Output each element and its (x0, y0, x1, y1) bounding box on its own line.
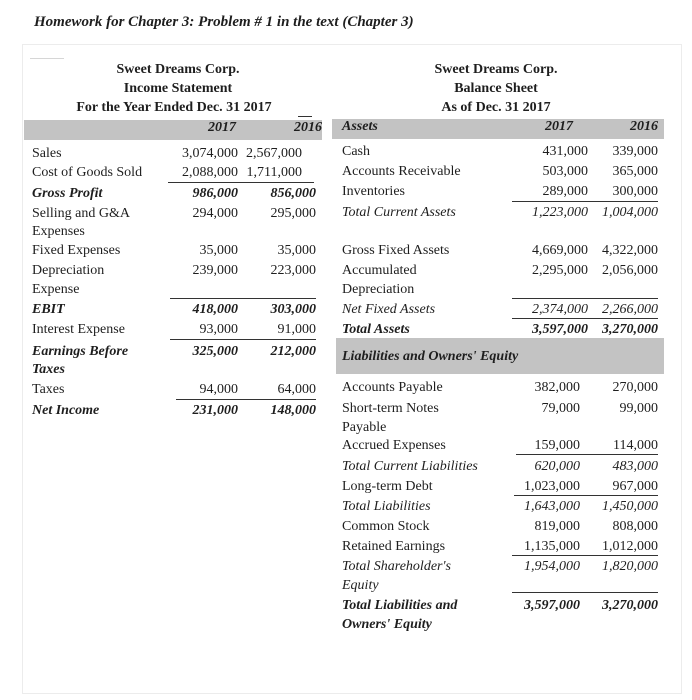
balance-year-2017: 2017 (545, 119, 573, 134)
liability-label-cont: Owners' Equity (342, 617, 432, 632)
asset-value-2017: 503,000 (542, 164, 588, 179)
divider (170, 298, 316, 299)
divider (512, 201, 658, 202)
liability-value-2016: 114,000 (613, 438, 658, 453)
income-row-label: Interest Expense (32, 322, 125, 337)
asset-label: Gross Fixed Assets (342, 243, 450, 258)
liability-label: Total Liabilities and (342, 598, 458, 613)
asset-label: Cash (342, 144, 370, 159)
liability-value-2017: 79,000 (541, 401, 580, 416)
asset-value-2017: 2,295,000 (532, 263, 588, 278)
divider (512, 298, 658, 299)
divider (30, 58, 64, 59)
page-title: Homework for Chapter 3: Problem # 1 in the text (Chapter 3) (34, 14, 414, 30)
income-value-2017: 294,000 (192, 206, 238, 221)
asset-value-2016: 4,322,000 (602, 243, 658, 258)
income-value-2017: 986,000 (192, 186, 238, 201)
income-year-2017: 2017 (208, 120, 236, 135)
liability-value-2017: 382,000 (534, 380, 580, 395)
asset-label-cont: Depreciation (342, 282, 415, 297)
income-company: Sweet Dreams Corp. (116, 62, 240, 77)
income-row-label: Sales (32, 146, 62, 161)
income-row-label-cont: Expenses (32, 224, 85, 239)
asset-value-2016: 3,270,000 (602, 322, 658, 337)
asset-value-2017: 289,000 (542, 184, 588, 199)
liability-label: Accounts Payable (342, 380, 443, 395)
income-value-2016: 2,567,000 (246, 146, 302, 161)
divider (168, 182, 314, 183)
income-row-label: EBIT (32, 302, 65, 317)
income-value-2017: 231,000 (192, 403, 238, 418)
income-year-2016: 2016 (294, 120, 322, 135)
liability-value-2016: 967,000 (612, 479, 658, 494)
income-row-label: Net Income (32, 403, 100, 418)
asset-value-2017: 1,223,000 (532, 205, 588, 220)
assets-header-label: Assets (342, 119, 378, 134)
liability-value-2016: 3,270,000 (602, 598, 658, 613)
asset-value-2017: 4,669,000 (532, 243, 588, 258)
asset-label: Total Current Assets (342, 205, 456, 220)
asset-label: Total Assets (342, 322, 410, 337)
asset-value-2016: 365,000 (612, 164, 658, 179)
liabilities-header-label: Liabilities and Owners' Equity (342, 349, 519, 364)
liability-value-2017: 1,023,000 (524, 479, 580, 494)
income-value-2016: 223,000 (270, 263, 316, 278)
divider (176, 399, 316, 400)
liability-value-2017: 819,000 (534, 519, 580, 534)
income-value-2016: 303,000 (270, 302, 316, 317)
income-period: For the Year Ended Dec. 31 2017 (76, 100, 272, 115)
liability-label: Retained Earnings (342, 539, 446, 554)
balance-year-2016: 2016 (630, 119, 658, 134)
liabilities-header (336, 338, 664, 374)
income-value-2017: 3,074,000 (182, 146, 238, 161)
income-value-2017: 239,000 (192, 263, 238, 278)
liability-value-2016: 483,000 (612, 459, 658, 474)
liability-value-2016: 1,012,000 (602, 539, 658, 554)
liability-value-2016: 1,820,000 (602, 559, 658, 574)
asset-label: Accounts Receivable (342, 164, 461, 179)
liability-value-2017: 620,000 (534, 459, 580, 474)
liability-label-cont: Payable (342, 420, 387, 435)
asset-label: Net Fixed Assets (342, 302, 436, 317)
asset-value-2017: 3,597,000 (532, 322, 588, 337)
liability-value-2016: 808,000 (612, 519, 658, 534)
balance-period: As of Dec. 31 2017 (441, 100, 551, 115)
asset-value-2016: 2,056,000 (602, 263, 658, 278)
divider (512, 592, 658, 593)
income-row-label: Fixed Expenses (32, 243, 121, 258)
divider (298, 116, 312, 117)
asset-label: Inventories (342, 184, 405, 199)
liability-value-2017: 3,597,000 (524, 598, 580, 613)
income-value-2017: 2,088,000 (182, 165, 238, 180)
income-row-label: Taxes (32, 382, 65, 397)
liability-value-2016: 270,000 (612, 380, 658, 395)
balance-assets-header (332, 119, 664, 139)
divider (514, 495, 658, 496)
divider (512, 318, 658, 319)
income-value-2017: 94,000 (199, 382, 238, 397)
liability-label: Common Stock (342, 519, 430, 534)
liability-label: Total Shareholder's (342, 559, 451, 574)
income-row-label: Depreciation (32, 263, 105, 278)
income-row-label-cont: Taxes (32, 362, 65, 377)
income-value-2016: 1,711,000 (246, 165, 302, 180)
liability-label: Long-term Debt (342, 479, 433, 494)
asset-label: Accumulated (342, 263, 417, 278)
income-value-2016: 148,000 (270, 403, 316, 418)
income-value-2016: 212,000 (270, 344, 316, 359)
liability-value-2017: 1,643,000 (524, 499, 580, 514)
balance-statement-title: Balance Sheet (454, 81, 538, 96)
income-row-label: Gross Profit (32, 186, 103, 201)
liability-value-2017: 159,000 (534, 438, 580, 453)
income-value-2016: 856,000 (270, 186, 316, 201)
liability-label: Accrued Expenses (342, 438, 446, 453)
liability-value-2016: 99,000 (619, 401, 658, 416)
income-value-2017: 35,000 (199, 243, 238, 258)
income-row-label: Earnings Before (32, 344, 129, 359)
asset-value-2016: 2,266,000 (602, 302, 658, 317)
divider (170, 339, 316, 340)
liability-value-2016: 1,450,000 (602, 499, 658, 514)
income-value-2016: 295,000 (270, 206, 316, 221)
income-value-2016: 91,000 (277, 322, 316, 337)
income-row-label: Cost of Goods Sold (32, 165, 143, 180)
liability-value-2017: 1,954,000 (524, 559, 580, 574)
asset-value-2017: 2,374,000 (532, 302, 588, 317)
liability-value-2017: 1,135,000 (524, 539, 580, 554)
income-value-2016: 35,000 (277, 243, 316, 258)
income-value-2017: 418,000 (192, 302, 238, 317)
income-row-label: Selling and G&A (32, 206, 130, 221)
liability-label: Short-term Notes (342, 401, 439, 416)
income-value-2017: 325,000 (192, 344, 238, 359)
divider (516, 454, 658, 455)
income-year-header (24, 120, 322, 140)
liability-label: Total Liabilities (342, 499, 431, 514)
divider (512, 555, 658, 556)
income-statement-title: Income Statement (123, 81, 233, 96)
asset-value-2017: 431,000 (542, 144, 588, 159)
asset-value-2016: 339,000 (612, 144, 658, 159)
income-value-2017: 93,000 (199, 322, 238, 337)
liability-label-cont: Equity (342, 578, 379, 593)
income-value-2016: 64,000 (277, 382, 316, 397)
balance-company: Sweet Dreams Corp. (434, 62, 558, 77)
asset-value-2016: 300,000 (612, 184, 658, 199)
liability-label: Total Current Liabilities (342, 459, 478, 474)
asset-value-2016: 1,004,000 (602, 205, 658, 220)
income-row-label-cont: Expense (32, 282, 80, 297)
